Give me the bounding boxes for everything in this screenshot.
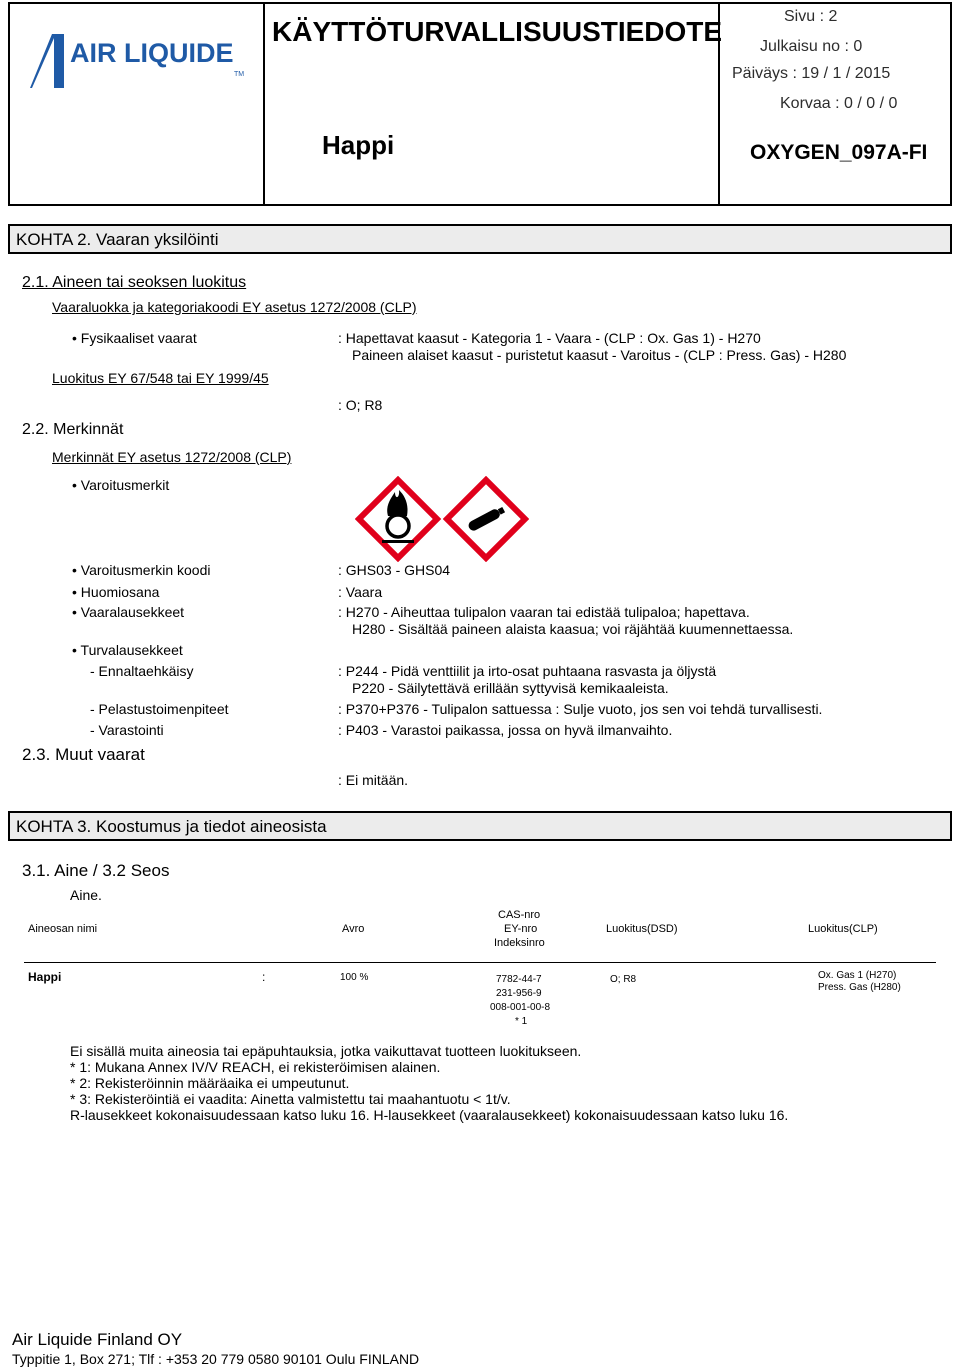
note-line: R-lausekkeet kokonaisuudessaan katso luku 16. H-lausekkeet (vaaralausekkeet) kokonaisuudessaan katso luku 16.	[70, 1107, 789, 1123]
prevention-label: - Ennaltaehkäisy	[90, 663, 194, 679]
product-name: Happi	[322, 130, 395, 160]
pictogram-code-label: • Varoitusmerkin koodi	[72, 562, 210, 578]
subsection-2-3-title: 2.3. Muut vaarat	[22, 745, 145, 764]
clp-classification-heading: Vaaraluokka ja kategoriakoodi EY asetus 1272/2008 (CLP)	[52, 299, 417, 315]
table-cell-clp: Press. Gas (H280)	[818, 982, 901, 993]
hazard-statements-value: H280 - Sisältää paineen alaista kaasua; voi räjähtää kuumennettaessa.	[352, 621, 794, 637]
dsd-classification-heading: Luokitus EY 67/548 tai EY 1999/45	[52, 370, 269, 386]
signal-word-value: : Vaara	[338, 584, 383, 600]
table-cell-note: * 1	[515, 1016, 528, 1027]
table-cell-colon: :	[262, 970, 266, 984]
section-2-title: KOHTA 2. Vaaran yksilöinti	[16, 230, 219, 249]
note-line: Ei sisällä muita aineosia tai epäpuhtauksia, jotka vaikuttavat tuotteen luokitukseen.	[70, 1043, 582, 1059]
storage-label: - Varastointi	[90, 722, 164, 738]
table-cell-value: 100 %	[340, 972, 369, 983]
gas-cylinder-icon	[443, 476, 529, 562]
note-line: * 2: Rekisteröinnin määräaika ei umpeutunut.	[70, 1075, 350, 1091]
table-cell-cas: 7782-44-7	[496, 974, 542, 985]
logo-text: AIR LIQUIDE	[70, 38, 234, 68]
replaces-date: Korvaa : 0 / 0 / 0	[780, 95, 898, 112]
table-header-name: Aineosan nimi	[28, 923, 98, 935]
table-header-value: Avro	[342, 923, 365, 935]
page-number: Sivu : 2	[784, 8, 838, 25]
table-cell-ec: 231-956-9	[496, 988, 542, 999]
table-header-index: Indeksinro	[494, 937, 545, 949]
subsection-3-1-title: 3.1. Aine / 3.2 Seos	[22, 861, 170, 880]
product-code: OXYGEN_097A-FI	[750, 141, 928, 164]
section-3-title: KOHTA 3. Koostumus ja tiedot aineosista	[16, 817, 327, 836]
physical-hazards-value: Paineen alaiset kaasut - puristetut kaasut - Varoitus - (CLP : Press. Gas) - H280	[352, 347, 847, 363]
response-label: - Pelastustoimenpiteet	[90, 701, 229, 717]
section-3-band	[8, 811, 952, 841]
physical-hazards-value: : Hapettavat kaasut - Kategoria 1 - Vaara - (CLP : Ox. Gas 1) - H270	[338, 330, 761, 346]
prevention-value: : P244 - Pidä venttiilit ja irto-osat puhtaana rasvasta ja öljystä	[338, 663, 717, 679]
response-value: : P370+P376 - Tulipalon sattuessa : Sulje vuoto, jos sen voi tehdä turvallisesti.	[338, 701, 823, 717]
logo-tm: TM	[234, 71, 245, 78]
subsection-2-2-title: 2.2. Merkinnät	[22, 421, 124, 438]
section-2-band	[8, 224, 952, 254]
table-header-cas: CAS-nro	[498, 909, 541, 921]
labelling-heading: Merkinnät EY asetus 1272/2008 (CLP)	[52, 449, 292, 465]
pictograms-label: • Varoitusmerkit	[72, 477, 169, 493]
other-hazards-value: : Ei mitään.	[338, 772, 409, 788]
table-cell-index: 008-001-00-8	[490, 1002, 551, 1013]
issue-date: Päiväys : 19 / 1 / 2015	[732, 65, 891, 82]
pictogram-code-value: : GHS03 - GHS04	[338, 562, 451, 578]
table-cell-clp: Ox. Gas 1 (H270)	[818, 970, 897, 981]
footer-company: Air Liquide Finland OY	[12, 1330, 183, 1349]
substance-type: Aine.	[70, 887, 102, 903]
table-header-clp: Luokitus(CLP)	[808, 923, 878, 935]
table-header-ec: EY-nro	[504, 923, 538, 935]
precautionary-label: • Turvalausekkeet	[72, 642, 183, 658]
hazard-statements-label: • Vaaralausekkeet	[72, 604, 184, 620]
note-line: * 1: Mukana Annex IV/V REACH, ei rekisteröimisen alainen.	[70, 1059, 441, 1075]
table-cell-dsd: O; R8	[610, 974, 637, 985]
flame-over-circle-icon	[355, 476, 441, 562]
physical-hazards-label: • Fysikaaliset vaarat	[72, 330, 197, 346]
table-header-dsd: Luokitus(DSD)	[606, 923, 678, 935]
note-line: * 3: Rekisteröintiä ei vaadita: Ainetta valmistettu tai maahantuotu < 1t/v.	[70, 1091, 511, 1107]
storage-value: : P403 - Varastoi paikassa, jossa on hyvä ilmanvaihto.	[338, 722, 673, 738]
hazard-statements-value: : H270 - Aiheuttaa tulipalon vaaran tai edistää tulipaloa; hapettava.	[338, 604, 750, 620]
air-liquide-logo	[18, 16, 250, 92]
dsd-classification-value: : O; R8	[338, 397, 383, 413]
prevention-value: P220 - Säilytettävä erillään syttyvisä kemikaaleista.	[352, 680, 669, 696]
document-title: KÄYTTÖTURVALLISUUSTIEDOTE	[272, 16, 723, 47]
table-cell-name: Happi	[28, 970, 62, 984]
issue-number: Julkaisu no : 0	[760, 38, 863, 55]
table-separator	[24, 962, 936, 963]
footer-address: Typpitie 1, Box 271; Tlf : +353 20 779 0580 90101 Oulu FINLAND	[12, 1351, 420, 1367]
subsection-2-1-title: 2.1. Aineen tai seoksen luokitus	[22, 274, 247, 291]
header-divider	[263, 2, 265, 206]
signal-word-label: • Huomiosana	[72, 584, 159, 600]
